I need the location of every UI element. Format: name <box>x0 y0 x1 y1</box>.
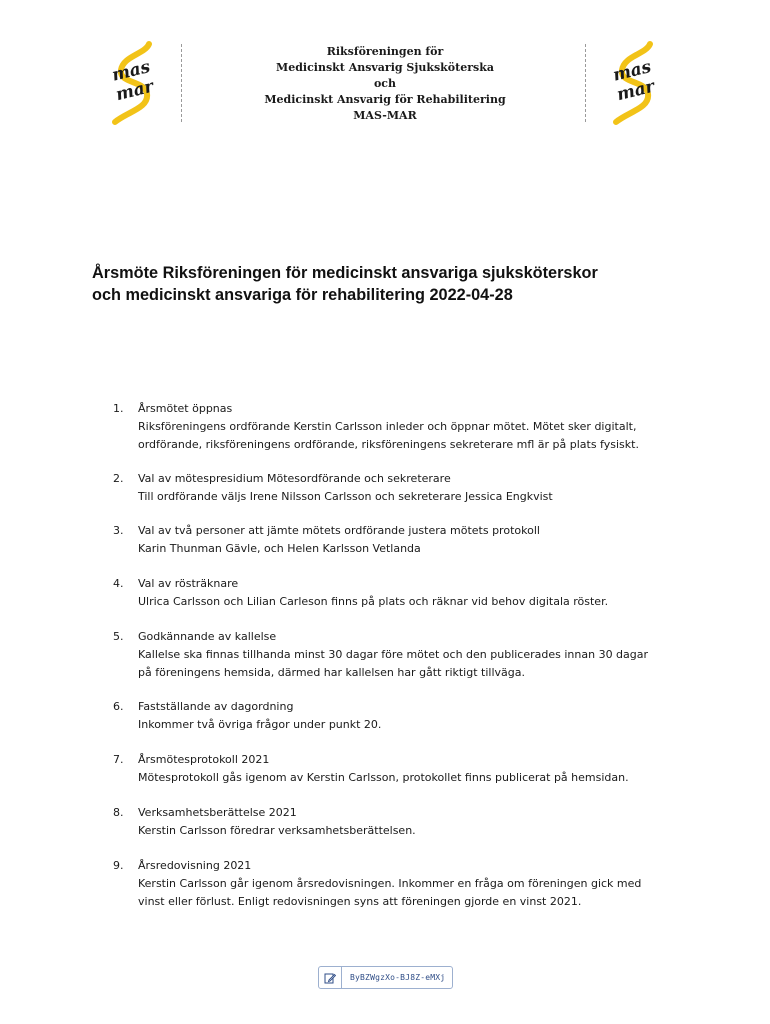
agenda-item-1 <box>113 400 693 454</box>
agenda-number: 4. <box>113 577 124 590</box>
agenda-text-line: Kerstin Carlsson går igenom årsredovisningen. Inkommer en fråga om föreningen gick med <box>138 877 642 890</box>
agenda-number: 6. <box>113 700 124 713</box>
agenda-heading: Val av rösträknare <box>138 577 239 590</box>
agenda-number: 9. <box>113 859 124 872</box>
agenda-text-line: Inkommer två övriga frågor under punkt 20. <box>138 718 382 731</box>
org-line-4: Medicinskt Ansvarig för Rehabilitering <box>264 93 506 106</box>
mas-mar-logo-icon <box>606 40 666 126</box>
agenda-text-line: Karin Thunman Gävle, och Helen Karlsson Vetlanda <box>138 542 421 555</box>
agenda-item-5 <box>113 628 693 682</box>
agenda-number: 8. <box>113 806 124 819</box>
agenda-heading: Godkännande av kallelse <box>138 630 277 643</box>
agenda-number: 1. <box>113 402 124 415</box>
organization-header <box>190 44 580 124</box>
agenda-item-4 <box>113 575 693 611</box>
document-title <box>92 262 692 306</box>
agenda-item-2 <box>113 470 693 506</box>
agenda-item-6 <box>113 698 693 734</box>
svg-text:mar: mar <box>113 76 156 106</box>
agenda-text-line: Kerstin Carlsson föredrar verksamhetsberättelsen. <box>138 824 416 837</box>
mas-mar-logo-right <box>606 40 666 126</box>
agenda-heading: Årsmötesprotokoll 2021 <box>138 753 270 766</box>
document-id-badge[interactable] <box>318 966 453 989</box>
org-line-1: Riksföreningen för <box>326 45 444 58</box>
svg-text:mar: mar <box>614 76 657 106</box>
document-edit-icon <box>319 967 342 988</box>
agenda-heading: Fastställande av dagordning <box>138 700 294 713</box>
agenda-item-3 <box>113 522 693 558</box>
agenda-text-line: Ulrica Carlsson och Lilian Carleson finns på plats och räknar vid behov digitala röster. <box>138 595 609 608</box>
agenda-item-9 <box>113 857 693 911</box>
mas-mar-logo-left <box>105 40 165 126</box>
agenda-heading: Verksamhetsberättelse 2021 <box>138 806 297 819</box>
title-line-2: och medicinskt ansvariga för rehabilitering 2022-04-28 <box>92 286 513 304</box>
agenda-text-line: Kallelse ska finnas tillhanda minst 30 dagar före mötet och den publicerades innan 30 dagar <box>138 648 649 661</box>
org-line-3: och <box>373 77 397 90</box>
title-line-1: Årsmöte Riksföreningen för medicinskt ansvariga sjuksköterskor <box>92 264 598 282</box>
svg-text:mas: mas <box>610 56 654 86</box>
mas-mar-logo-icon <box>105 40 165 126</box>
org-line-5: MAS-MAR <box>353 109 417 122</box>
agenda-heading: Val av mötespresidium Mötesordförande och sekreterare <box>138 472 451 485</box>
agenda-text-line: Till ordförande väljs Irene Nilsson Carlsson och sekreterare Jessica Engkvist <box>138 490 553 503</box>
org-line-2: Medicinskt Ansvarig Sjuksköterska <box>276 61 494 74</box>
agenda-number: 7. <box>113 753 124 766</box>
agenda-heading: Årsredovisning 2021 <box>138 859 252 872</box>
header-divider-left <box>181 44 182 122</box>
agenda-item-8 <box>113 804 693 840</box>
svg-text:mas: mas <box>109 56 153 86</box>
agenda-text-line: Riksföreningens ordförande Kerstin Carlsson inleder och öppnar mötet. Mötet sker digitalt, <box>138 420 637 433</box>
agenda-text-line: Mötesprotokoll gås igenom av Kerstin Carlsson, protokollet finns publicerat på hemsidan. <box>138 771 629 784</box>
agenda-heading: Val av två personer att jämte mötets ordförande justera mötets protokoll <box>138 524 540 537</box>
agenda-text-line: vinst eller förlust. Enligt redovisningen syns att föreningen gjorde en vinst 2021. <box>138 895 582 908</box>
document-id-code: ByBZWgzXo-BJ8Z-eMXj <box>350 973 446 982</box>
agenda-number: 3. <box>113 524 124 537</box>
agenda-text-line: ordförande, riksföreningens ordförande, riksföreningens sekreterare mfl är på plats fysiskt. <box>138 438 639 451</box>
agenda-number: 5. <box>113 630 124 643</box>
agenda-text-line: på föreningens hemsida, därmed har kallelsen har gått riktigt tillväga. <box>138 666 525 679</box>
agenda-item-7 <box>113 751 693 787</box>
agenda-heading: Årsmötet öppnas <box>138 402 233 415</box>
agenda-number: 2. <box>113 472 124 485</box>
header-divider-right <box>585 44 586 122</box>
